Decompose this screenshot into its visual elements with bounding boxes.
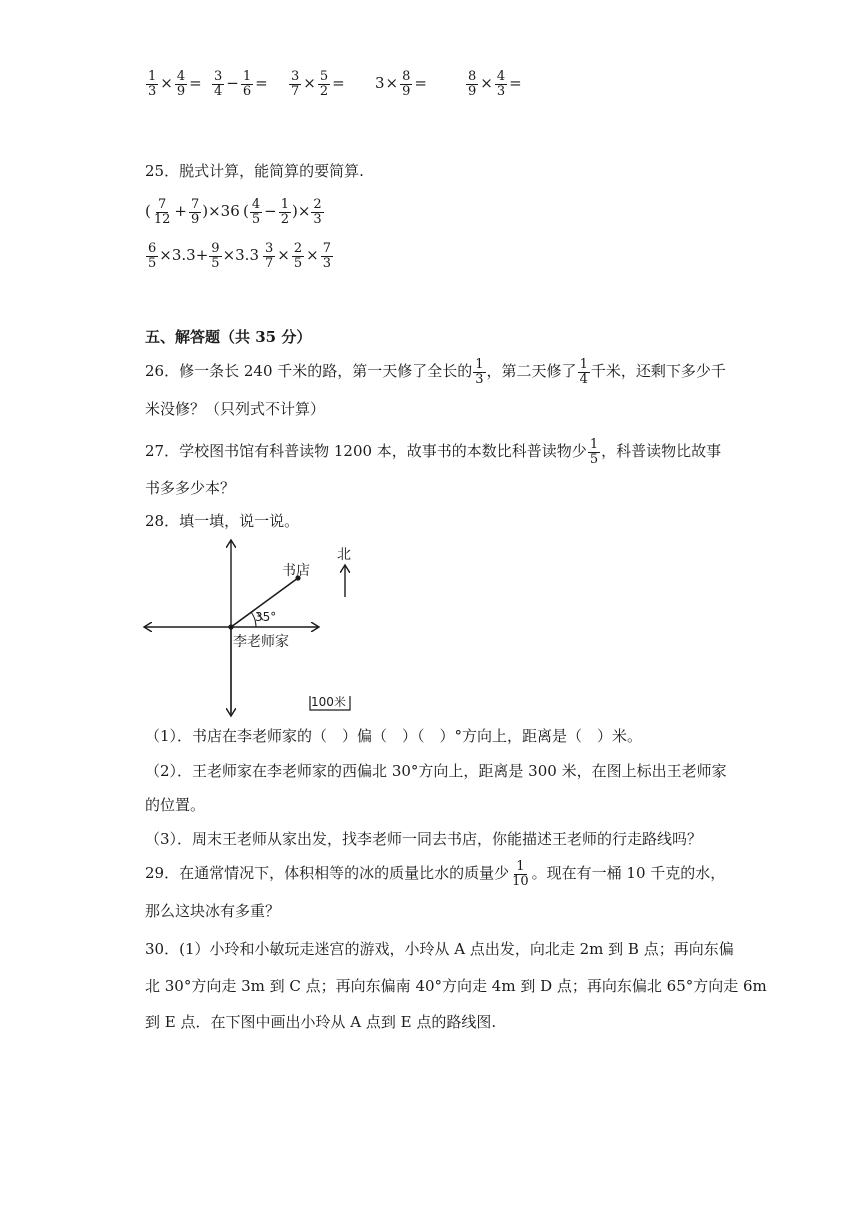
expr-4: 3× $\frac{8}{9}$ = xyxy=(375,69,427,99)
q25-expr-2: ( $\frac{4}{5}$ − $\frac{1}{2}$ )× $\frac{2}{3}$ xyxy=(243,197,322,227)
expr-1: $\frac{1}{3}$ × $\frac{4}{9}$ = xyxy=(148,69,202,99)
home-point xyxy=(228,624,233,629)
fraction: $\frac{4}{3}$ xyxy=(496,69,506,99)
north-label: 北 xyxy=(337,547,351,563)
q27-line2: 书多多少本？ xyxy=(145,479,236,497)
expr-3: $\frac{3}{7}$ × $\frac{5}{2}$ = xyxy=(291,69,345,99)
fraction: $\frac{3}{7}$ xyxy=(291,69,300,99)
fraction: $\frac{8}{9}$ xyxy=(468,69,477,99)
expr-5: $\frac{8}{9}$ × $\frac{4}{3}$ = xyxy=(468,69,522,99)
q28-part3: （3）．周末王老师从家出发，找李老师一同去书店，你能描述王老师的行走路线吗？ xyxy=(145,830,703,848)
q29-line1: 29．在通常情况下，体积相等的冰的质量比水的质量少 $\frac{1}{10}$ 。现在有一桶 10 千克的水， xyxy=(145,859,726,889)
q25-expr-1: ( $\frac{7}{12}$ + $\frac{7}{9}$ )×36 xyxy=(145,197,240,227)
direction-diagram xyxy=(140,535,370,725)
fraction: $\frac{1}{5}$ xyxy=(589,437,599,467)
angle-label: 35° xyxy=(255,610,277,624)
fraction: $\frac{2}{3}$ xyxy=(313,197,322,227)
q29-line2: 那么这块冰有多重？ xyxy=(145,902,281,920)
fraction: $\frac{7}{9}$ xyxy=(190,197,200,227)
fraction: $\frac{3}{4}$ xyxy=(214,69,223,99)
fraction: $\frac{2}{5}$ xyxy=(293,241,303,271)
bookstore-label: 书店 xyxy=(282,563,310,579)
q30-line2: 北 30°方向走 3m 到 C 点；再向东偏南 40°方向走 4m 到 D 点；再向东偏北 65°方向走 6m xyxy=(145,977,767,995)
q28-title: 28．填一填，说一说。 xyxy=(145,512,300,530)
q25-expr-4: $\frac{3}{7}$ × $\frac{2}{5}$ × $\frac{7}{3}$ xyxy=(265,241,331,271)
expr-2: $\frac{3}{4}$ − $\frac{1}{6}$ = xyxy=(214,69,268,99)
fraction: $\frac{4}{9}$ xyxy=(176,69,186,99)
fraction: $\frac{1}{10}$ xyxy=(512,859,529,889)
fraction: $\frac{1}{3}$ xyxy=(148,69,157,99)
fraction: $\frac{8}{9}$ xyxy=(402,69,411,99)
fraction: $\frac{7}{12}$ xyxy=(153,197,171,227)
fraction: $\frac{4}{5}$ xyxy=(251,197,261,227)
q26-line1: 26．修一条长 240 千米的路，第一天修了全长的 $\frac{1}{3}$ ，第二天修了 $\frac{1}{4}$ 千米，还剩下多少千 xyxy=(145,357,726,387)
q25-title: 25．脱式计算，能简算的要简算. xyxy=(145,162,364,180)
q26-line2: 米没修？（只列式不计算） xyxy=(145,400,326,418)
q25-expr-3: $\frac{6}{5}$ ×3.3+ $\frac{9}{5}$ ×3.3 xyxy=(148,241,259,271)
q28-part2-line1: （2）．王老师家在李老师家的西偏北 30°方向上，距离是 300 米，在图上标出王老师家 xyxy=(145,762,727,780)
fraction: $\frac{7}{3}$ xyxy=(322,241,331,271)
fraction: $\frac{5}{2}$ xyxy=(319,69,329,99)
fraction: $\frac{1}{4}$ xyxy=(579,357,588,387)
fraction: $\frac{1}{6}$ xyxy=(242,69,252,99)
scale-label: 100米 xyxy=(311,695,346,709)
q30-line3: 到 E 点．在下图中画出小玲从 A 点到 E 点的路线图. xyxy=(145,1013,497,1031)
q28-part2-line2: 的位置。 xyxy=(145,796,206,814)
q28-part1: （1）．书店在李老师家的（ ）偏（ ）（ ）°方向上，距离是（ ）米。 xyxy=(145,727,643,745)
fraction: $\frac{1}{2}$ xyxy=(280,197,289,227)
fraction: $\frac{9}{5}$ xyxy=(211,241,220,271)
q30-line1: 30．(1）小玲和小敏玩走迷宫的游戏，小玲从 A 点出发，向北走 2m 到 B 点；再向东偏 xyxy=(145,940,734,958)
fraction: $\frac{3}{7}$ xyxy=(265,241,274,271)
fraction: $\frac{6}{5}$ xyxy=(148,241,157,271)
home-label: 李老师家 xyxy=(233,634,289,650)
fraction: $\frac{1}{3}$ xyxy=(475,357,484,387)
q27-line1: 27．学校图书馆有科普读物 1200 本，故事书的本数比科普读物少 $\frac{1}{5}$ ，科普读物比故事 xyxy=(145,437,722,467)
section-heading: 五、解答题（共 35 分） xyxy=(145,328,312,346)
